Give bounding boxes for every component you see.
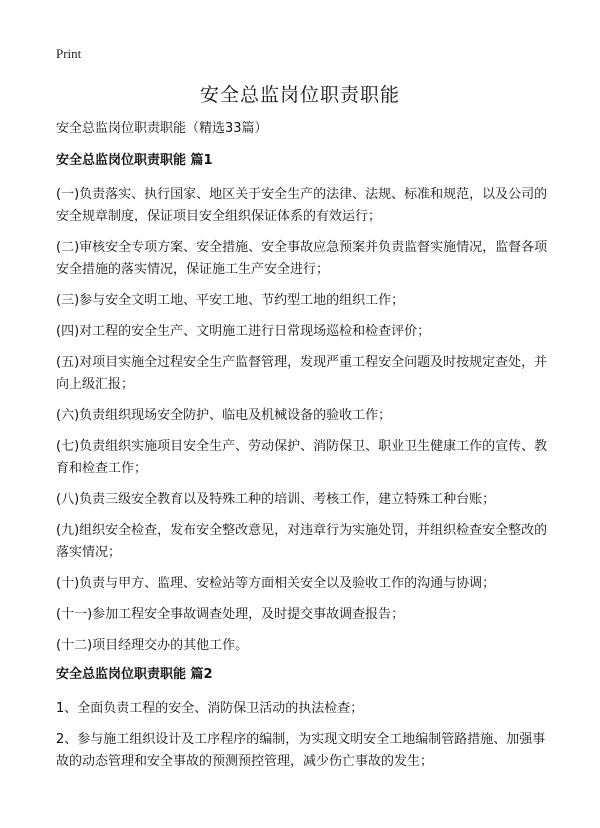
paragraph: (七)负责组织实施项目安全生产、劳动保护、消防保卫、职业卫生健康工作的宣传、教育和检查工作； — [56, 439, 548, 476]
paragraph: (九)组织安全检查，发布安全整改意见，对违章行为实施处罚，并组织检查安全整改的落实情况； — [56, 523, 548, 560]
paragraph: (三)参与安全文明工地、平安工地、节约型工地的组织工作； — [56, 293, 405, 308]
page-title: 安全总监岗位职责职能 — [199, 84, 400, 106]
paragraph: (四)对工程的安全生产、文明施工进行日常现场巡检和检查评价； — [56, 324, 431, 339]
section-2 — [56, 666, 556, 773]
section-heading: 安全总监岗位职责职能 篇2 — [56, 667, 213, 682]
document-body — [56, 120, 556, 782]
paragraph: (五)对项目实施全过程安全生产监督管理，发现严重工程安全问题及时按规定查处，并向上级汇报； — [56, 355, 548, 392]
paragraph: (二)审核安全专项方案、安全措施、安全事故应急预案并负责监督实施情况，监督各项安全措施的落实情况，保证施工生产安全进行； — [56, 240, 548, 277]
paragraph: (八)负责三级安全教育以及特殊工种的培训、考核工作，建立特殊工种台账； — [56, 492, 496, 507]
section-heading: 安全总监岗位职责职能 篇1 — [56, 153, 213, 168]
paragraph: (十一)参加工程安全事故调查处理，及时提交事故调查报告； — [56, 607, 405, 622]
document-subtitle: 安全总监岗位职责职能（精选33篇） — [56, 121, 268, 136]
paragraph: 2、参与施工组织设计及工序程序的编制，为实现文明安全工地编制管路措施、加强事故的动态管理和安全事故的预测预控管理，减少伤亡事故的发生； — [56, 732, 546, 769]
section-1 — [56, 152, 556, 657]
paragraph: (六)负责组织现场安全防护、临电及机械设备的验收工作； — [56, 408, 392, 423]
paragraph: (一)负责落实、执行国家、地区关于安全生产的法律、法规、标准和规范，以及公司的安全规章制度，保证项目安全组织保证体系的有效运行； — [56, 187, 548, 224]
paragraph: (十二)项目经理交办的其他工作。 — [56, 638, 249, 653]
paragraph: (十)负责与甲方、监理、安检站等方面相关安全以及验收工作的沟通与协调； — [56, 576, 496, 591]
paragraph: 1、全面负责工程的安全、消防保卫活动的执法检查； — [56, 701, 364, 716]
print-link[interactable]: Print — [56, 46, 82, 61]
